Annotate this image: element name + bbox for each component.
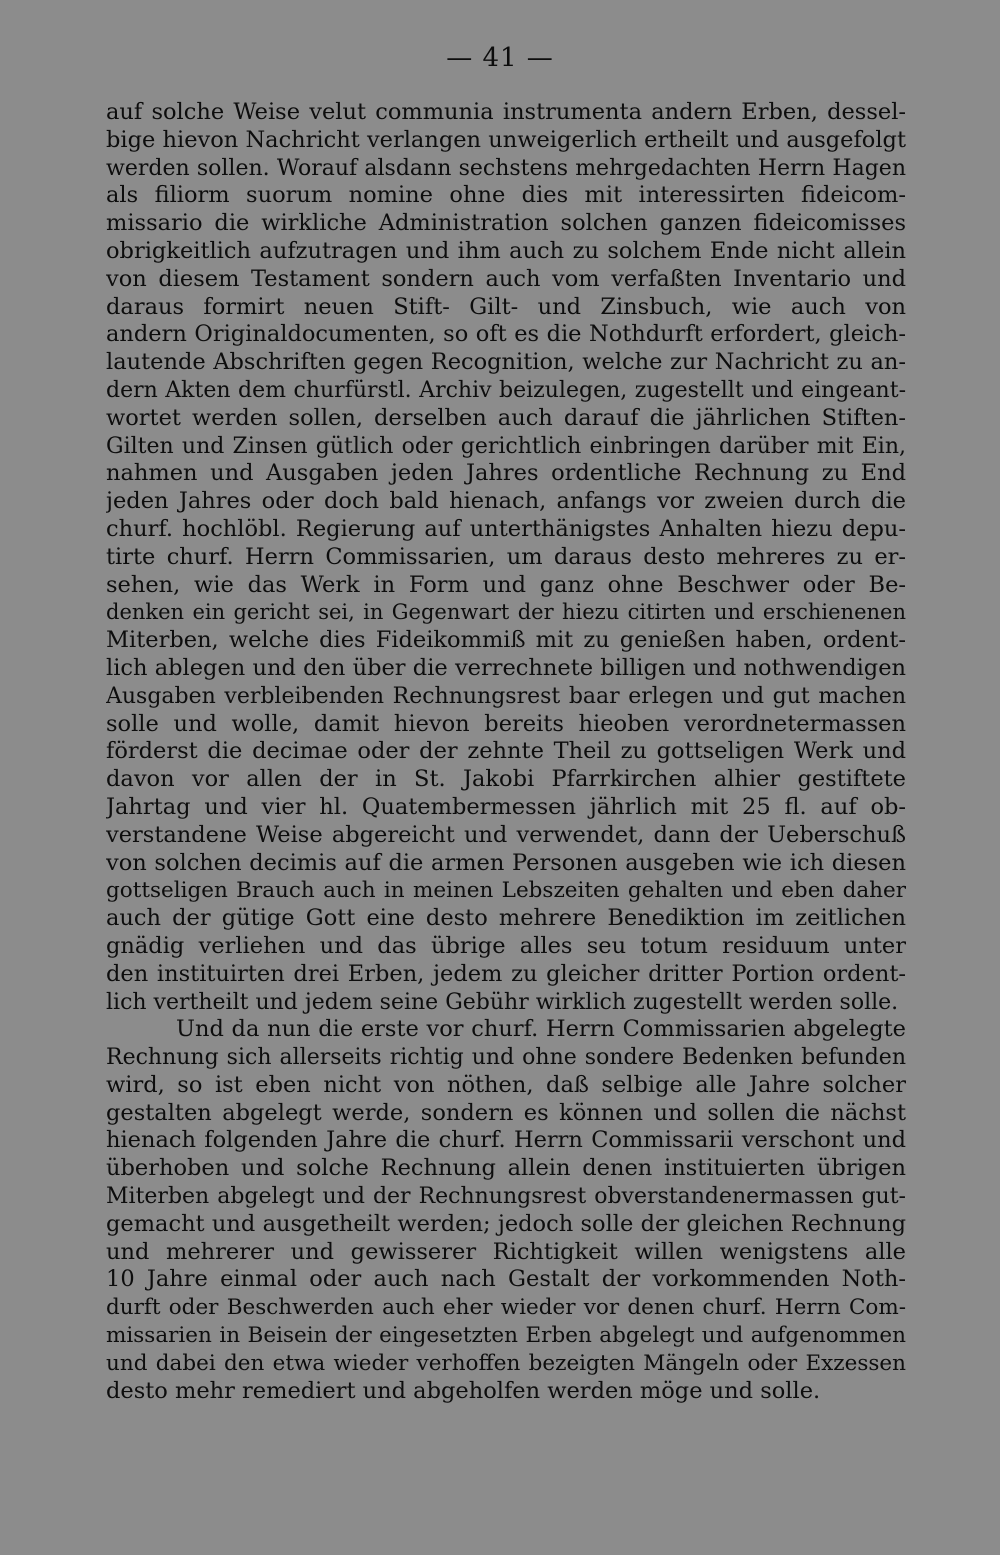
text-line: churf. hochlöbl. Regierung auf unterthänigstes Anhalten hiezu depu- xyxy=(106,515,906,542)
text-line: missarien in Beisein der eingesetzten Erben abgelegt und aufgenommen xyxy=(106,1323,906,1349)
text-line: lich ablegen und den über die verrechnete billigen und nothwendigen xyxy=(106,654,906,681)
text-line: den instituirten drei Erben, jedem zu gleicher dritter Portion ordent- xyxy=(106,960,906,987)
text-line: auch der gütige Gott eine desto mehrere Benediktion im zeitlichen xyxy=(106,905,906,932)
text-line: sehen, wie das Werk in Form und ganz ohne Beschwer oder Be- xyxy=(106,571,906,598)
text-line: denken ein gericht sei, in Gegenwart der hiezu citirten und erschienenen xyxy=(106,600,906,625)
text-line: wird, so ist eben nicht von nöthen, daß selbige alle Jahre solcher xyxy=(106,1071,906,1098)
text-line: Miterben, welche dies Fideikommiß mit zu genießen haben, ordent- xyxy=(106,627,906,654)
text-line: hienach folgenden Jahre die churf. Herrn Commissarii verschont und xyxy=(106,1127,906,1154)
text-line: wortet werden sollen, derselben auch darauf die jährlichen Stiften- xyxy=(106,404,906,431)
text-line: lich vertheilt und jedem seine Gebühr wirklich zugestellt werden solle. xyxy=(106,989,899,1015)
text-line: missario die wirkliche Administration solchen ganzen fideicomisses xyxy=(106,210,906,237)
text-line: daraus formirt neuen Stift- Gilt- und Zinsbuch, wie auch von xyxy=(106,293,906,320)
document-body xyxy=(106,99,906,1405)
text-line: auf solche Weise velut communia instrumenta andern Erben, dessel- xyxy=(106,99,906,125)
text-line: verstandene Weise abgereicht und verwendet, dann der Ueberschuß xyxy=(106,821,906,848)
text-line: desto mehr remediert und abgeholfen werden möge und solle. xyxy=(106,1377,821,1404)
text-line: gottseligen Brauch auch in meinen Lebszeiten gehalten und eben daher xyxy=(106,878,906,904)
text-line: überhoben und solche Rechnung allein denen instituierten übrigen xyxy=(106,1155,906,1182)
text-line: solle und wolle, damit hievon bereits hieoben verordnetermassen xyxy=(106,710,906,737)
text-line: davon vor allen der in St. Jakobi Pfarrkirchen alhier gestiftete xyxy=(106,766,906,793)
text-line: Jahrtag und vier hl. Quatembermessen jährlich mit 25 fl. auf ob- xyxy=(106,793,906,820)
text-line: gnädig verliehen und das übrige alles seu totum residuum unter xyxy=(106,932,906,959)
text-line: andern Originaldocumenten, so oft es die Nothdurft erfordert, gleich- xyxy=(106,321,906,348)
text-line: förderst die decimae oder der zehnte Theil zu gottseligen Werk und xyxy=(106,738,906,765)
text-line: dern Akten dem churfürstl. Archiv beizulegen, zugestellt und eingeant- xyxy=(106,377,906,403)
text-line: gestalten abgelegt werde, sondern es können und sollen die nächst xyxy=(106,1099,906,1126)
text-line: jeden Jahres oder doch bald hienach, anfangs vor zweien durch die xyxy=(106,488,906,515)
text-line: als filiorm suorum nomine ohne dies mit interessirten fideicom- xyxy=(106,182,906,209)
text-line: tirte churf. Herrn Commissarien, um daraus desto mehreres zu er- xyxy=(106,543,906,570)
text-line: Rechnung sich allerseits richtig und ohne sondere Bedenken befunden xyxy=(106,1045,906,1071)
text-line: bige hievon Nachricht verlangen unweigerlich ertheilt und ausgefolgt xyxy=(106,126,906,153)
text-line: Gilten und Zinsen gütlich oder gerichtlich einbringen darüber mit Ein, xyxy=(106,433,906,459)
text-line: obrigkeitlich aufzutragen und ihm auch zu solchem Ende nicht allein xyxy=(106,237,906,264)
paragraph-start-line: Und da nun die erste vor churf. Herrn Commissarien abgelegte xyxy=(176,1016,906,1043)
text-line: lautende Abschriften gegen Recognition, welche zur Nachricht zu an- xyxy=(106,349,906,376)
text-line: von solchen decimis auf die armen Personen ausgeben wie ich diesen xyxy=(106,849,906,876)
text-line: Miterben abgelegt und der Rechnungsrest obverstandenermassen gut- xyxy=(106,1184,906,1210)
text-line: Ausgaben verbleibenden Rechnungsrest baar erlegen und gut machen xyxy=(106,683,906,709)
text-line: 10 Jahre einmal oder auch nach Gestalt der vorkommenden Noth- xyxy=(106,1266,906,1293)
text-line: nahmen und Ausgaben jeden Jahres ordentliche Rechnung zu End xyxy=(106,460,906,487)
page-number: — 41 — xyxy=(446,43,554,73)
text-line: und mehrerer und gewisserer Richtigkeit willen wenigstens alle xyxy=(106,1238,906,1265)
text-line: von diesem Testament sondern auch vom verfaßten Inventario und xyxy=(106,265,906,292)
text-line: und dabei den etwa wieder verhoffen bezeigten Mängeln oder Exzessen xyxy=(106,1350,906,1376)
text-line: werden sollen. Worauf alsdann sechstens mehrgedachten Herrn Hagen xyxy=(106,155,906,181)
text-line: gemacht und ausgetheilt werden; jedoch solle der gleichen Rechnung xyxy=(106,1210,906,1237)
text-line: durft oder Beschwerden auch eher wieder vor denen churf. Herrn Com- xyxy=(106,1295,906,1321)
